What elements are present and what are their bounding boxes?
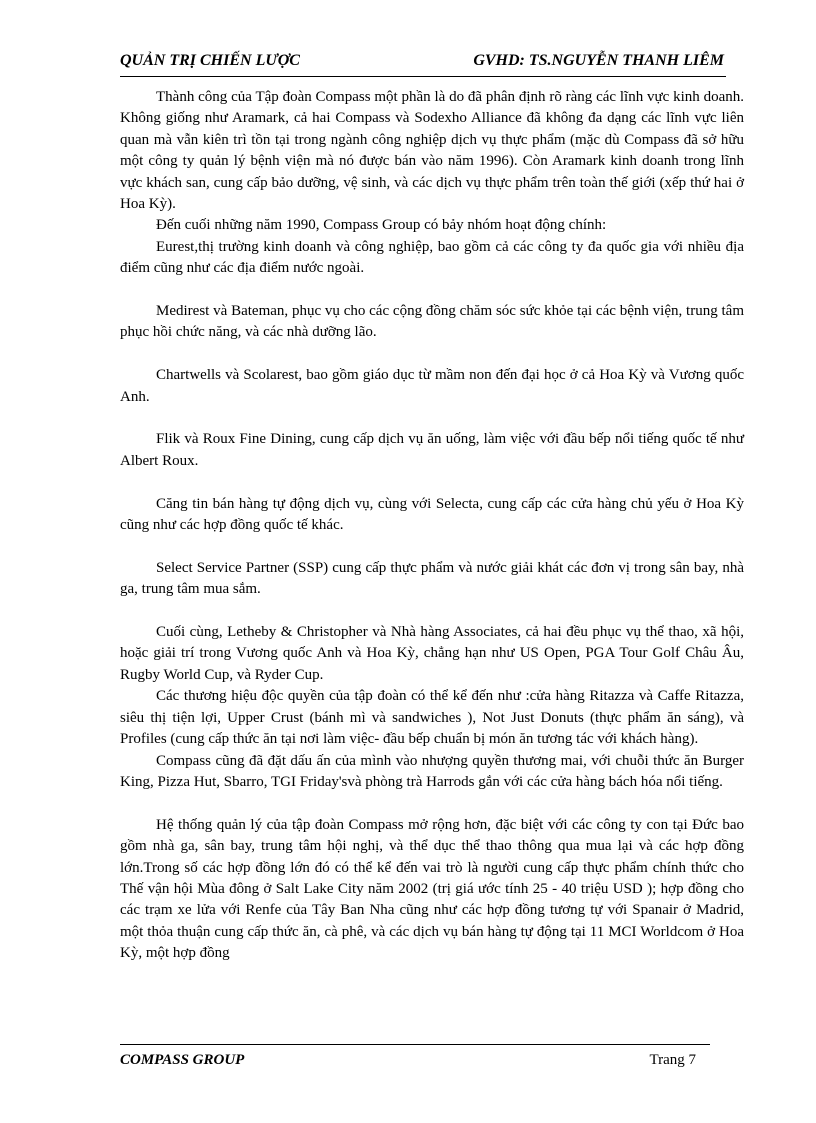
- paragraph: Hệ thống quản lý của tập đoàn Compass mở rộng hơn, đặc biệt với các công ty con tại Đức bao gồm nhà ga, sân bay, trung tâm hội nghị, và thể dục thể thao thông qua mua lại và các hợp đồng lớn.Trong số các hợp đồng lớn đó có thể kể đến vai trò là người cung cấp thực phẩm chính thức cho Thế vận hội Mùa đông ở Salt Lake City năm 2002 (trị giá ước tính 25 - 40 triệu USD ); hợp đồng cho các trạm xe lửa với Renfe của Tây Ban Nha cũng như các hợp đồng tương tự với Spanair ở Madrid, một thỏa thuận cung cấp thức ăn, cà phê, và các dịch vụ bán hàng tự động tại 11 MCI Worldcom ở Hoa Kỳ, một hợp đồng: [120, 816, 744, 962]
- paragraph: Thành công của Tập đoàn Compass một phần là do đã phân định rõ ràng các lĩnh vực kinh doanh. Không giống như Aramark, cả hai Compass và Sodexho Alliance đã không đa dạng các lĩnh vực liên quan mà vẫn kiên trì tồn tại trong ngành công nghiệp dịch vụ thực phẩm (mặc dù Compass đã sở hữu một công ty quản lý bệnh viện mà nó được bán vào năm 1996). Còn Aramark kinh doanh trong lĩnh vực khách san, cung cấp bảo dưỡng, vệ sinh, và các dịch vụ thực phẩm trên toàn thế giới (xếp thứ hai ở Hoa Kỳ).: [120, 89, 744, 213]
- paragraph: Đến cuối những năm 1990, Compass Group có bảy nhóm hoạt động chính:: [156, 217, 607, 234]
- footer-rule: [120, 1044, 710, 1045]
- paragraph: Cuối cùng, Letheby & Christopher và Nhà hàng Associates, cả hai đều phục vụ thể thao, xã hội, hoặc giải trí trong Vương quốc Anh và Hoa Kỳ, chẳng hạn như US Open, PGA Tour Golf Châu Âu, Rugby World Cup, và Ryder Cup.: [120, 624, 744, 683]
- paragraph: Các thương hiệu độc quyền của tập đoàn có thể kể đến như :cửa hàng Ritazza và Caffe Ritazza, siêu thị tiện lợi, Upper Crust (bánh mì và sandwiches ), Not Just Donuts (thực phẩm ăn sáng), và Profiles (cung cấp thức ăn tại nơi làm việc- đầu bếp chuẩn bị món ăn tương tác với khách hàng).: [120, 688, 744, 748]
- paragraph: Eurest,thị trường kinh doanh và công nghiệp, bao gồm cả các công ty đa quốc gia với nhiều địa điểm cũng như các địa điểm nước ngoài.: [120, 238, 744, 277]
- header-advisor: GVHD: TS.NGUYỄN THANH LIÊM: [473, 52, 724, 69]
- paragraph: Flik và Roux Fine Dining, cung cấp dịch vụ ăn uống, làm việc với đầu bếp nổi tiếng quốc tế như Albert Roux.: [120, 431, 744, 469]
- paragraph: Medirest và Bateman, phục vụ cho các cộng đồng chăm sóc sức khỏe tại các bệnh viện, trung tâm phục hồi chức năng, và các nhà dưỡng lão.: [120, 303, 744, 341]
- paragraph: Căng tin bán hàng tự động dịch vụ, cùng với Selecta, cung cấp các cửa hàng chủ yếu ở Hoa Kỳ cũng như các hợp đồng quốc tế khác.: [120, 495, 744, 534]
- page-number: Trang 7: [649, 1052, 696, 1068]
- paragraph: Chartwells và Scolarest, bao gồm giáo dục từ mầm non đến đại học ở cả Hoa Kỳ và Vương quốc Anh.: [120, 367, 744, 405]
- document-body: [120, 87, 744, 965]
- page-header: [120, 52, 726, 77]
- paragraph: Select Service Partner (SSP) cung cấp thực phẩm và nước giải khát các đơn vị trong sân bay, nhà ga, trung tâm mua sắm.: [120, 559, 744, 598]
- footer-company: COMPASS GROUP: [120, 1052, 245, 1068]
- page-footer: [120, 1052, 696, 1074]
- paragraph: Compass cũng đã đặt dấu ấn của mình vào nhượng quyền thương mai, với chuỗi thức ăn Burger King, Pizza Hut, Sbarro, TGI Friday'svà phòng trà Harrods gắn với các cửa hàng bách hóa nổi tiếng.: [120, 752, 744, 790]
- header-title: QUẢN TRỊ CHIẾN LƯỢC: [120, 52, 300, 69]
